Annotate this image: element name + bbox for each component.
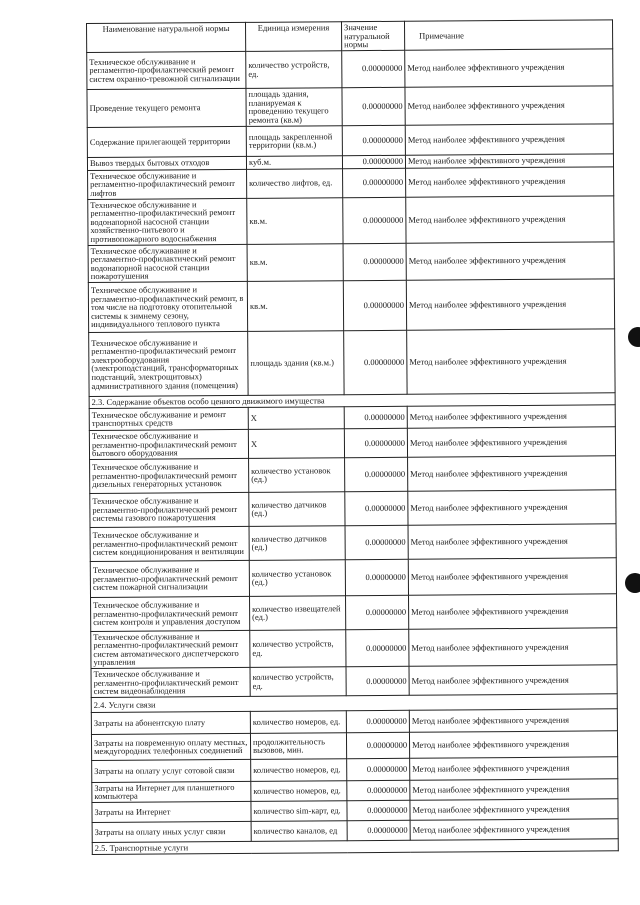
cell-name: Затраты на повременную оплату местных, междугородних телефонных соединений [91, 733, 250, 760]
cell-unit: количество извещателей (ед.) [250, 595, 346, 630]
cell-unit: количество лифтов, ед. [247, 168, 343, 197]
cell-name: Техническое обслуживание и регламентно-профилактический ремонт водонапорной насосной станции пожаротушения [88, 244, 247, 282]
table-row [88, 195, 614, 245]
table-row [90, 490, 616, 528]
table-row [87, 86, 613, 128]
cell-value: 0.00000000 [346, 629, 409, 667]
cell-note: Метод наиболее эффективного учреждения [410, 819, 618, 840]
punch-hole-mark [628, 327, 640, 347]
cell-name: Вывоз твердых бытовых отходов [87, 156, 246, 170]
cell-unit: продолжительность вызовов, мин. [250, 733, 346, 760]
cell-unit: Х [248, 429, 344, 458]
cell-value: 0.00000000 [343, 243, 406, 281]
cell-name: Техническое обслуживание и регламентно-профилактический ремонт системы газового пожаротушения [90, 492, 249, 527]
cell-note: Метод наиболее эффективного учреждения [405, 86, 613, 125]
table-row [90, 523, 616, 561]
cell-name: Техническое обслуживание и регламентно-профилактический ремонт, в том числе на подготовку отопительной системы к зимнему сезону, индивидуального теплового пункта [88, 281, 247, 332]
cell-name: Техническое обслуживание и регламентно-профилактический ремонт систем автоматического диспетчерского управления [91, 630, 250, 668]
section-title: 2.4. Услуги связи [91, 694, 617, 713]
cell-note: Метод наиболее эффективного учреждения [409, 731, 617, 758]
cell-value: 0.00000000 [346, 710, 409, 732]
header-note: Примечание [404, 20, 612, 50]
table-row [88, 167, 614, 199]
cell-note: Метод наиболее эффективного учреждения [408, 523, 616, 558]
cell-unit: количество sim-карт, ед. [251, 801, 347, 822]
cell-note: Метод наиболее эффективного учреждения [410, 779, 618, 801]
table-row [89, 329, 615, 397]
cell-value: 0.00000000 [344, 406, 407, 428]
table-row [90, 456, 616, 494]
cell-note: Метод наиболее эффективного учреждения [406, 279, 614, 330]
table-row [91, 627, 617, 668]
cell-name: Затраты на абонентскую плату [91, 711, 250, 734]
table-row [90, 557, 616, 597]
cell-note: Метод наиболее эффективного учреждения [410, 757, 618, 780]
cell-note: Метод наиболее эффективного учреждения [408, 490, 616, 525]
table-row [88, 241, 614, 282]
cell-unit: площадь здания, планируемая к проведению текущего ремонта (кв.м) [246, 87, 342, 126]
table-row [89, 427, 615, 459]
table-row [91, 731, 617, 761]
cell-unit: количество датчиков (ед.) [249, 491, 345, 526]
cell-note: Метод наиболее эффективного учреждения [409, 665, 617, 695]
table-row [91, 593, 617, 631]
cell-unit: количество установок (ед.) [249, 457, 345, 492]
cell-value: 0.00000000 [345, 559, 408, 595]
cell-value: 0.00000000 [347, 758, 410, 780]
cell-value: 0.00000000 [346, 595, 409, 629]
cell-unit: площадь закрепленной территории (кв.м.) [246, 125, 342, 156]
cell-unit: куб.м. [246, 155, 342, 169]
table-row [87, 49, 613, 90]
cell-name: Затраты на Интернет [92, 801, 251, 822]
cell-value: 0.00000000 [347, 820, 410, 840]
cell-note: Метод наиболее эффективного учреждения [406, 195, 614, 242]
cell-value: 0.00000000 [347, 780, 410, 801]
table-row [88, 279, 614, 333]
cell-note: Метод наиболее эффективного учреждения [409, 709, 617, 732]
cell-value: 0.00000000 [342, 50, 405, 87]
cell-value: 0.00000000 [347, 800, 410, 820]
cell-unit: количество устройств, ед. [250, 629, 346, 667]
cell-note: Метод наиболее эффективного учреждения [410, 799, 618, 820]
cell-unit: количество устройств, ед. [250, 667, 346, 696]
header-unit: Единица измерения [245, 22, 341, 51]
cell-note: Метод наиболее эффективного учреждения [405, 154, 613, 168]
cell-value: 0.00000000 [343, 168, 406, 197]
cell-unit: количество установок (ед.) [249, 559, 345, 596]
cell-name: Техническое обслуживание и ремонт транспортных средств [89, 407, 248, 430]
cell-unit: количество номеров, ед. [251, 781, 347, 802]
cell-note: Метод наиболее эффективного учреждения [406, 241, 614, 280]
cell-note: Метод наиболее эффективного учреждения [407, 427, 615, 457]
cell-value: 0.00000000 [345, 457, 408, 491]
header-name: Наименование натуральной нормы [87, 22, 246, 52]
cell-note: Метод наиболее эффективного учреждения [409, 627, 617, 666]
cell-name: Техническое обслуживание и регламентно-профилактический ремонт дизельных генераторных установок [90, 458, 249, 493]
cell-value: 0.00000000 [345, 491, 408, 525]
cell-value: 0.00000000 [346, 732, 409, 758]
section-row [92, 839, 618, 855]
cell-value: 0.00000000 [342, 87, 405, 125]
table-header-row [87, 20, 613, 52]
cell-value: 0.00000000 [342, 155, 405, 168]
cell-name: Содержание прилегающей территории [87, 126, 246, 157]
cell-name: Затраты на оплату иных услуг связи [92, 821, 251, 842]
cell-unit: площадь здания (кв.м.) [248, 331, 344, 396]
cell-name: Техническое обслуживание и регламентно-профилактический ремонт электрооборудования (электроподстанций, трансформаторных подстанций, электрощитовых) административного здания (помещения) [89, 331, 248, 396]
cell-value: 0.00000000 [344, 330, 407, 394]
punch-hole-mark [625, 573, 640, 593]
cell-note: Метод наиболее эффективного учреждения [409, 593, 617, 628]
cell-name: Проведение текущего ремонта [87, 88, 246, 127]
cell-name: Техническое обслуживание и регламентно-профилактический ремонт лифтов [88, 169, 247, 199]
table-row [87, 124, 613, 158]
cell-value: 0.00000000 [343, 197, 406, 243]
header-value: Значение натуральной нормы [341, 21, 404, 50]
cell-value: 0.00000000 [342, 125, 405, 155]
norms-table [86, 19, 619, 855]
cell-note: Метод наиболее эффективного учреждения [408, 557, 616, 594]
cell-value: 0.00000000 [344, 428, 407, 457]
cell-name: Техническое обслуживание и регламентно-профилактический ремонт систем пожарной сигнализации [90, 560, 249, 597]
cell-value: 0.00000000 [346, 666, 409, 695]
section-title: 2.5. Транспортные услуги [92, 839, 618, 855]
cell-unit: кв.м. [247, 197, 343, 244]
cell-unit: количество устройств, ед. [246, 50, 342, 88]
cell-name: Техническое обслуживание и регламентно-профилактический ремонт бытового оборудования [89, 429, 248, 459]
cell-note: Метод наиболее эффективного учреждения [407, 405, 615, 428]
cell-unit: количество датчиков (ед.) [249, 525, 345, 560]
section-title: 2.3. Содержание объектов особо ценного движимого имущества [89, 393, 615, 409]
cell-name: Затраты на оплату услуг сотовой связи [92, 759, 251, 782]
cell-unit: Х [248, 407, 344, 430]
cell-name: Техническое обслуживание и регламентно-профилактический ремонт систем видеонаблюдения [91, 667, 250, 697]
cell-note: Метод наиболее эффективного учреждения [407, 329, 615, 394]
cell-note: Метод наиболее эффективного учреждения [405, 49, 613, 87]
cell-note: Метод наиболее эффективного учреждения [408, 456, 616, 491]
cell-note: Метод наиболее эффективного учреждения [406, 167, 614, 197]
cell-name: Техническое обслуживание и регламентно-профилактический ремонт систем контроля и управления доступом [91, 596, 250, 631]
cell-note: Метод наиболее эффективного учреждения [405, 124, 613, 155]
cell-name: Техническое обслуживание и регламентно-профилактический ремонт систем кондиционирования и вентиляции [90, 526, 249, 561]
cell-unit: количество каналов, ед [251, 821, 347, 842]
cell-unit: количество номеров, ед. [250, 711, 346, 734]
cell-name: Затраты на Интернет для планшетного компьютера [92, 781, 251, 802]
cell-unit: количество номеров, ед. [251, 759, 347, 782]
cell-unit: кв.м. [247, 243, 343, 281]
cell-value: 0.00000000 [345, 525, 408, 559]
cell-value: 0.00000000 [343, 280, 406, 330]
table-row [91, 665, 617, 697]
table-body [87, 49, 619, 855]
cell-name: Техническое обслуживание и регламентно-профилактический ремонт водонапорной насосной станции хозяйственно-питьевого и противопожарного водоснабжения [88, 198, 247, 245]
cell-name: Техническое обслуживание и регламентно-профилактический ремонт систем охранно-тревожной сигнализации [87, 51, 246, 89]
cell-unit: кв.м. [247, 281, 343, 332]
